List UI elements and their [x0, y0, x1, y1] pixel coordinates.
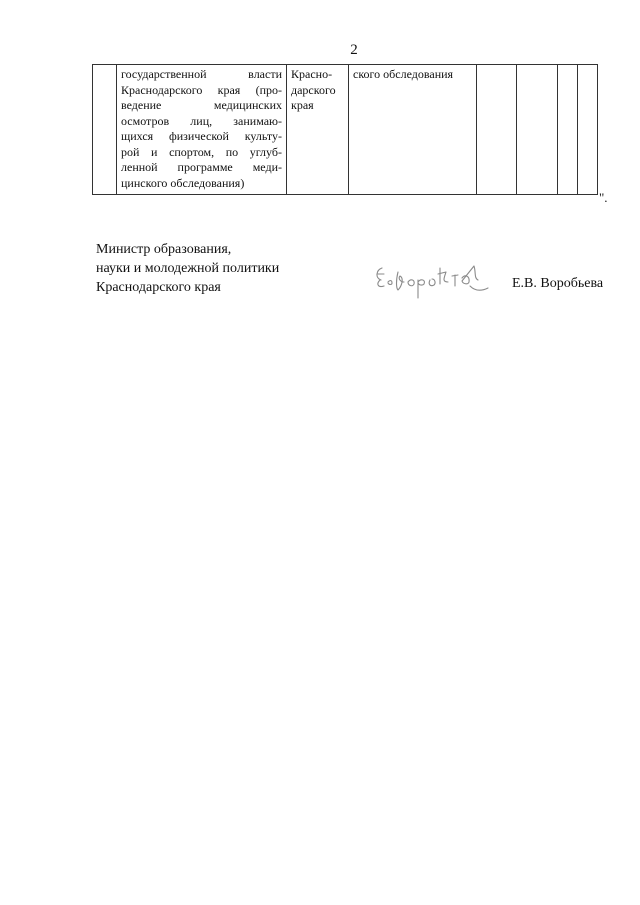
closing-quote: ".: [599, 190, 608, 205]
signatory-title-line: науки и молодежной политики: [96, 261, 280, 276]
signatory-title: [96, 240, 279, 297]
region-line: дарского: [291, 82, 336, 97]
region-line: Красно-: [291, 67, 333, 81]
description-line: ведение медицинских: [121, 98, 282, 112]
description-line: осмотров лиц, занимаю-: [121, 113, 282, 128]
signer-name: Е.В. Воробьева: [512, 276, 604, 291]
description-line: Краснодарского края (про-: [121, 82, 282, 97]
description-line: ленной программе меди-: [121, 160, 282, 174]
table-row: [93, 65, 598, 195]
description-line: щихся физической культу-: [121, 129, 282, 143]
table-cell-empty: [558, 65, 578, 195]
description-line: цинского обследования): [121, 175, 245, 190]
handwritten-signature: [370, 258, 500, 302]
table-cell-region: [287, 65, 349, 195]
table-cell-empty: [477, 65, 517, 195]
description-line: рой и спортом, по углуб-: [121, 144, 282, 159]
signatory-title-line: Краснодарского края: [96, 280, 221, 295]
table-cell-empty: [517, 65, 558, 195]
table-cell-description: [117, 65, 287, 195]
table-cell-empty: [578, 65, 598, 195]
region-line: края: [291, 98, 314, 112]
table-cell-result: ского обследования: [349, 65, 477, 195]
signatory-title-line: Министр образования,: [96, 242, 232, 257]
table-cell-number: [93, 65, 117, 195]
description-line: государственной власти: [121, 67, 282, 81]
page-number: 2: [350, 42, 358, 58]
continuation-table: [92, 64, 598, 195]
